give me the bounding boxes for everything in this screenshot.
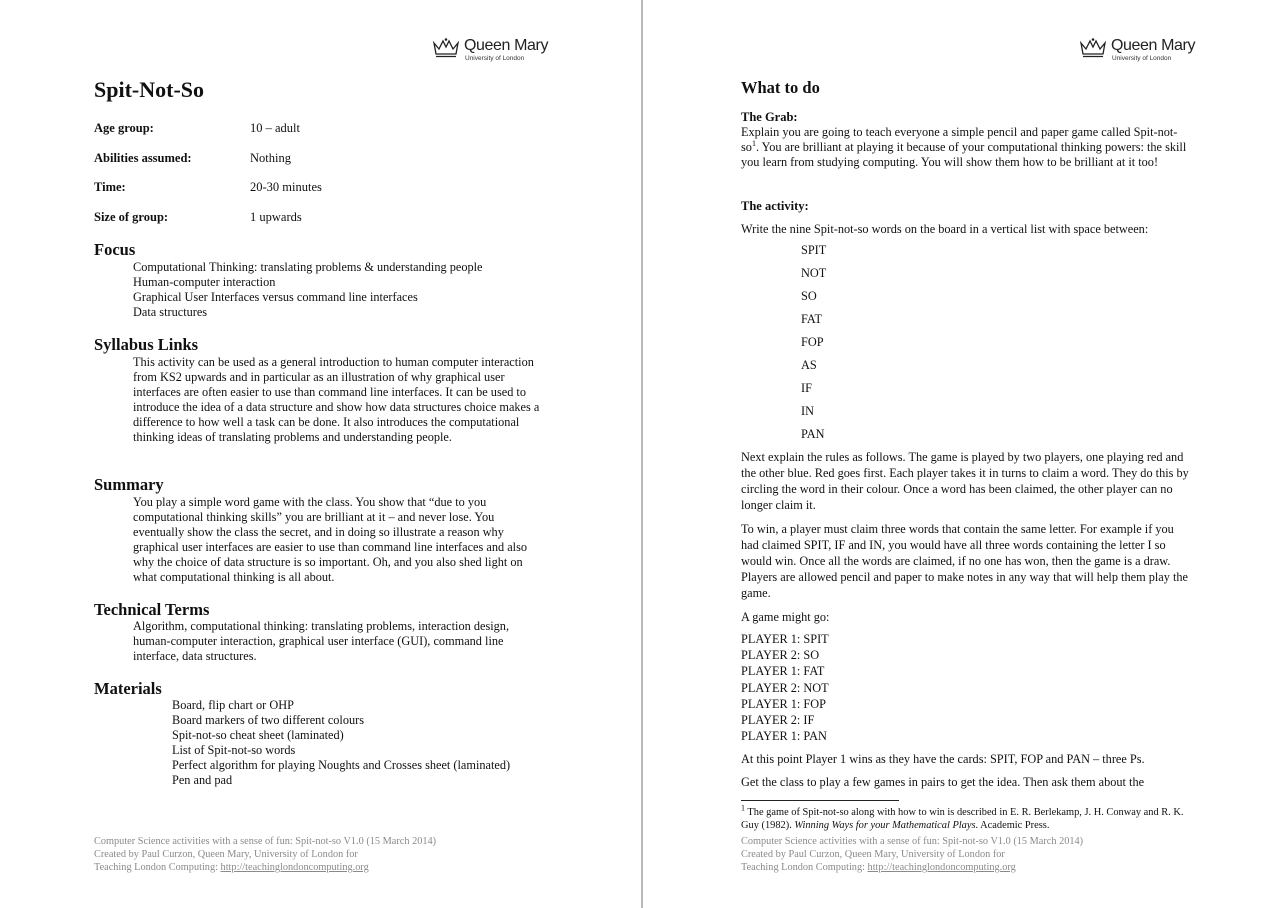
list-item: Spit-not-so cheat sheet (laminated) bbox=[172, 728, 344, 742]
focus-heading: Focus bbox=[94, 240, 136, 259]
list-item: Pen and pad bbox=[172, 773, 233, 787]
syllabus-text: This activity can be used as a general introduction to human computer interaction from KS2 upwards and in particular as an illustration of why graphical user interfaces are often easier to use than command line interfaces. It can be used to introduce the idea of a data structure and show how data structures choice makes a difference to how well a task can be done. It also introduces the computational thinking ideas of translating problems and understanding people. bbox=[133, 355, 540, 444]
info-label: Size of group: bbox=[94, 210, 169, 224]
info-value: 1 upwards bbox=[250, 210, 302, 224]
win-text: To win, a player must claim three words that contain the same letter. For example if you had claimed SPIT, IF and IN, you would have all three words containing the letter I so would win. Once all the words are claimed, if no one has won, then the game is a draw. Players are allowed pencil and paper to make notes in any way that will help them play the game. bbox=[741, 522, 1188, 600]
footer-line bbox=[94, 861, 436, 874]
what-to-do-heading: What to do bbox=[741, 78, 820, 97]
word-item: SO bbox=[801, 289, 817, 303]
materials-list bbox=[172, 698, 510, 788]
next-text: Get the class to play a few games in pairs to get the idea. Then ask them about the bbox=[741, 775, 1145, 789]
crown-icon bbox=[1079, 37, 1107, 59]
footer bbox=[94, 835, 436, 874]
move-item: PLAYER 2: IF bbox=[741, 713, 815, 728]
document-title: Spit-Not-So bbox=[94, 77, 205, 102]
activity-intro: Write the nine Spit-not-so words on the board in a vertical list with space between: bbox=[741, 222, 1149, 236]
materials-heading: Materials bbox=[94, 679, 162, 698]
game-intro: A game might go: bbox=[741, 610, 830, 624]
logo-name: Queen Mary bbox=[464, 37, 549, 54]
info-value: 10 – adult bbox=[250, 121, 300, 135]
list-item: Board markers of two different colours bbox=[172, 713, 365, 727]
info-value: Nothing bbox=[250, 151, 291, 165]
syllabus-heading: Syllabus Links bbox=[94, 335, 199, 354]
summary-heading: Summary bbox=[94, 475, 164, 494]
info-label: Age group: bbox=[94, 121, 154, 135]
page-left bbox=[0, 0, 641, 908]
logo-subtitle: University of London bbox=[465, 55, 525, 62]
summary-text: You play a simple word game with the class. You show that “due to you computational thinking skills” you are brilliant at it – and never lose. You eventually show the class the secret, and in doing so illustrate a reason why graphical user interfaces are easier to use than command line interfaces and also why the choice of data structure is so important. Oh, and you also shed light on what computational thinking is all about. bbox=[133, 495, 528, 584]
logo-subtitle: University of London bbox=[1112, 55, 1172, 62]
word-item: FAT bbox=[801, 312, 822, 326]
activity-heading: The activity: bbox=[741, 199, 809, 213]
footer-prefix: Teaching London Computing: bbox=[741, 862, 868, 873]
example-game-moves bbox=[741, 631, 829, 744]
footer-line: Computer Science activities with a sense of fun: Spit-not-so V1.0 (15 March 2014) bbox=[94, 836, 437, 847]
word-item: PAN bbox=[801, 427, 825, 441]
move-item: PLAYER 1: FAT bbox=[741, 664, 825, 679]
footer-link[interactable]: http://teachinglondoncomputing.org bbox=[220, 862, 369, 873]
list-item: Human-computer interaction bbox=[133, 275, 276, 289]
move-item: PLAYER 1: SPIT bbox=[741, 632, 829, 646]
rules-text: Next explain the rules as follows. The game is played by two players, one playing red and the other blue. Red goes first. Each player takes it in turns to claim a word. They do this by circling the word in their colour. Once a word has been claimed, the other player can no longer claim it. bbox=[741, 450, 1189, 512]
footnote-book-title: Winning Ways for your Mathematical Plays bbox=[794, 820, 976, 831]
grab-text bbox=[741, 125, 1193, 170]
page-right bbox=[643, 0, 1287, 908]
footer-line bbox=[741, 861, 1083, 874]
info-label: Time: bbox=[94, 180, 126, 194]
grab-text-part: . You are brilliant at playing it because of your computational thinking powers: the skill you learn from studying computing. You will show them how to be brilliant at it too! bbox=[741, 140, 1187, 169]
crown-icon bbox=[432, 37, 460, 59]
footnote-marker: 1 bbox=[751, 138, 756, 148]
list-item: Computational Thinking: translating problems & understanding people bbox=[133, 260, 483, 274]
footer-line: Created by Paul Curzon, Queen Mary, University of London for bbox=[94, 849, 358, 860]
footnote-text: . Academic Press. bbox=[975, 820, 1050, 831]
grab-heading: The Grab: bbox=[741, 110, 798, 124]
footer-line: Created by Paul Curzon, Queen Mary, University of London for bbox=[741, 849, 1005, 860]
move-item: PLAYER 1: FOP bbox=[741, 696, 826, 711]
word-item: IF bbox=[801, 381, 812, 395]
word-item: IN bbox=[801, 404, 814, 418]
move-item: PLAYER 1: PAN bbox=[741, 729, 827, 744]
list-item: List of Spit-not-so words bbox=[172, 743, 296, 757]
info-value: 20-30 minutes bbox=[250, 180, 322, 194]
result-text: At this point Player 1 wins as they have the cards: SPIT, FOP and PAN – three Ps. bbox=[741, 752, 1145, 766]
move-item: PLAYER 2: NOT bbox=[741, 680, 829, 695]
list-item: Board, flip chart or OHP bbox=[172, 698, 294, 712]
queen-mary-logo bbox=[1079, 37, 1195, 63]
list-item: Data structures bbox=[133, 305, 208, 319]
grab-text-part: Explain you are going to teach everyone a simple pencil and paper game called Spit-not-so bbox=[741, 125, 1178, 154]
word-item: FOP bbox=[801, 335, 824, 349]
info-label: Abilities assumed: bbox=[94, 151, 192, 165]
logo-name: Queen Mary bbox=[1111, 37, 1196, 54]
word-item: NOT bbox=[801, 266, 827, 280]
footnote-number: 1 bbox=[741, 803, 745, 813]
footer-prefix: Teaching London Computing: bbox=[94, 862, 221, 873]
footnote-separator bbox=[741, 800, 899, 801]
focus-list bbox=[133, 260, 483, 320]
list-item: Graphical User Interfaces versus command line interfaces bbox=[133, 290, 418, 304]
queen-mary-logo bbox=[432, 37, 548, 63]
footer-link[interactable]: http://teachinglondoncomputing.org bbox=[867, 862, 1016, 873]
word-item: SPIT bbox=[801, 243, 827, 257]
word-item: AS bbox=[801, 358, 817, 372]
footnote-text: The game of Spit-not-so along with how to win is described in E. R. Berlekamp, J. H. Conway and R. K. Guy (1982). bbox=[741, 807, 1184, 831]
footnote bbox=[741, 803, 1193, 832]
footer-line: Computer Science activities with a sense of fun: Spit-not-so V1.0 (15 March 2014) bbox=[741, 836, 1084, 847]
move-item: PLAYER 2: SO bbox=[741, 648, 820, 663]
spit-not-so-word-list bbox=[801, 243, 826, 450]
list-item: Perfect algorithm for playing Noughts and Crosses sheet (laminated) bbox=[172, 758, 511, 772]
technical-terms-text: Algorithm, computational thinking: translating problems, interaction design, human-computer interaction, graphical user interface (GUI), command line interface, data structures. bbox=[133, 619, 510, 663]
footer bbox=[741, 835, 1083, 874]
technical-terms-heading: Technical Terms bbox=[94, 600, 210, 619]
